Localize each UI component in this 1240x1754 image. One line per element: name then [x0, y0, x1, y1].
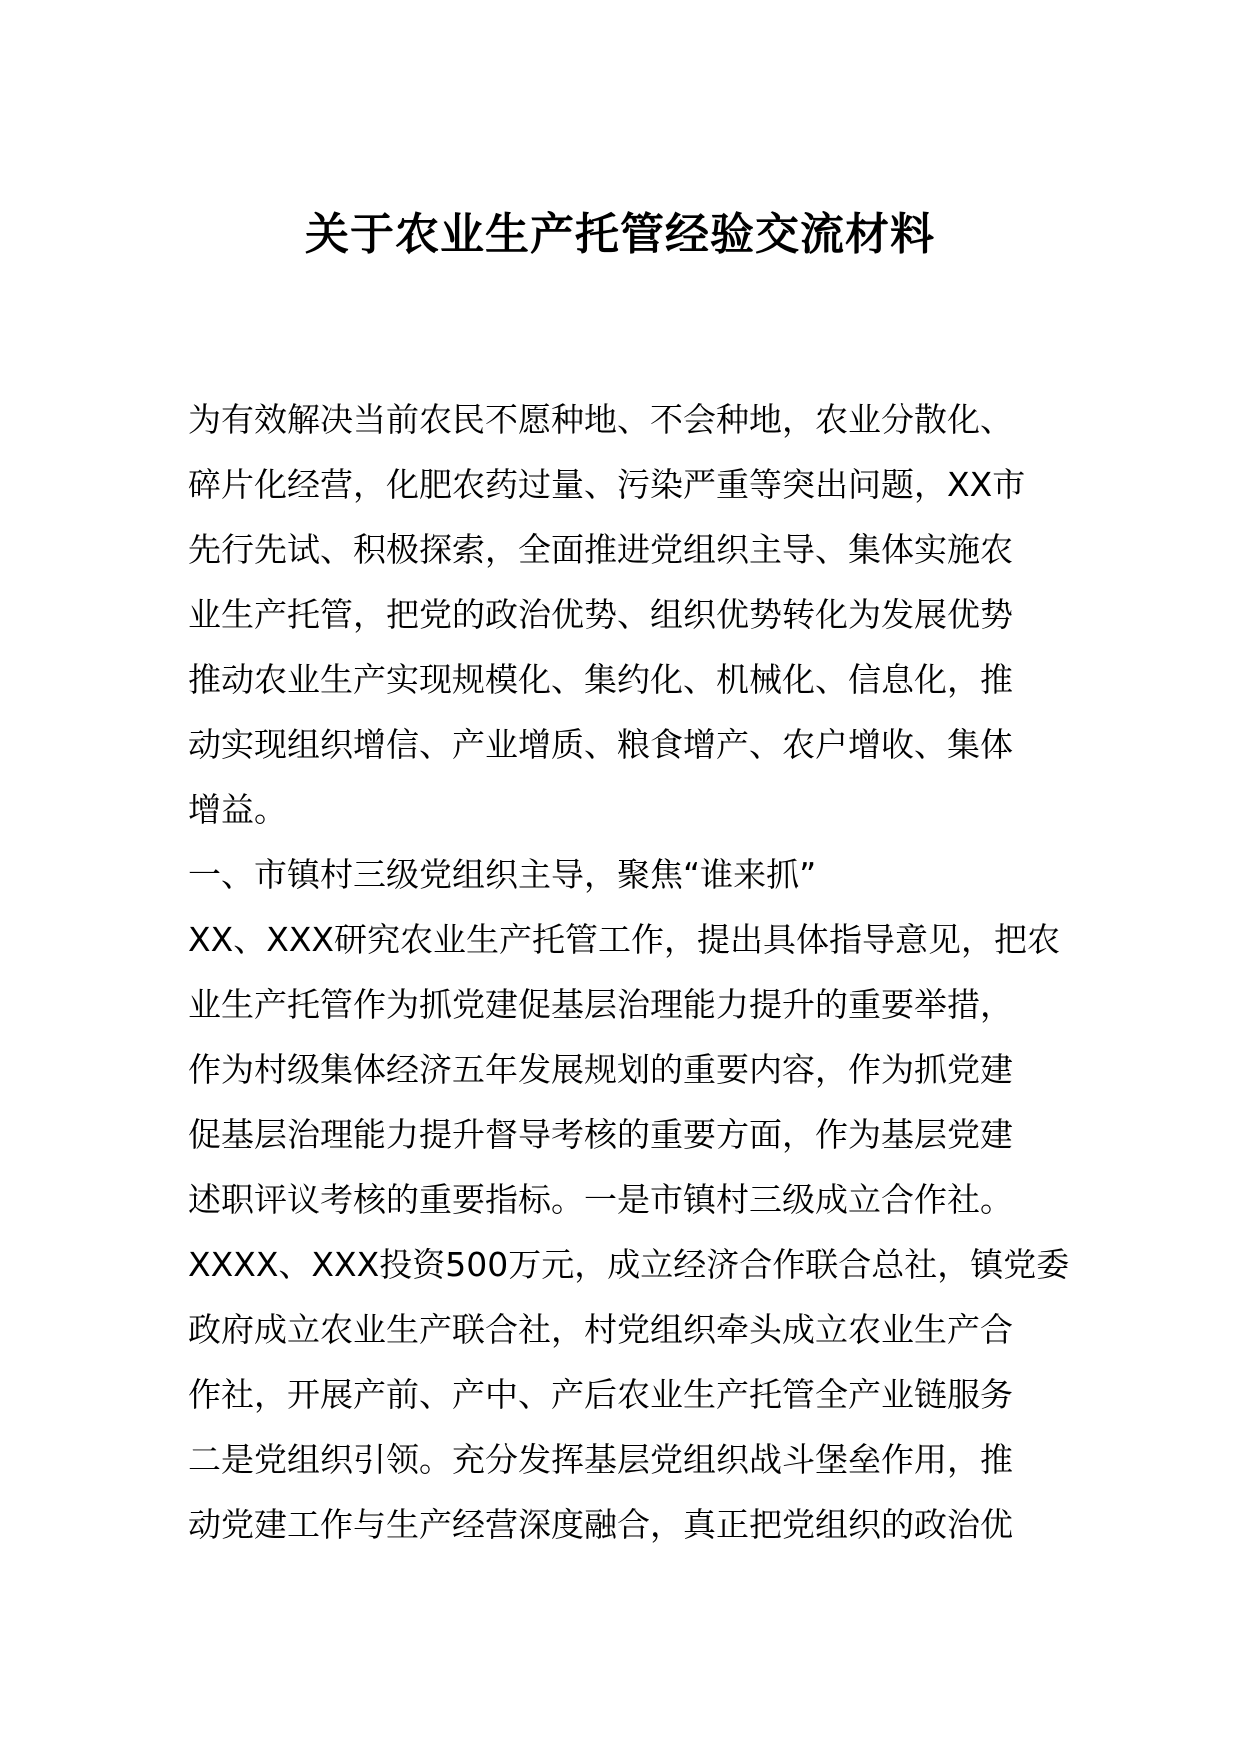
- body-line: 推动农业生产实现规模化、集约化、机械化、信息化，推: [188, 660, 1013, 699]
- body-line: 增益。: [188, 790, 287, 829]
- body-line: XX、XXX研究农业生产托管工作，提出具体指导意见，把农: [188, 920, 1061, 959]
- body-line: 为有效解决当前农民不愿种地、不会种地，农业分散化、: [188, 400, 1013, 439]
- body-line: 动实现组织增信、产业增质、粮食增产、农户增收、集体: [188, 725, 1013, 764]
- body-line: 作社，开展产前、产中、产后农业生产托管全产业链服务: [188, 1375, 1013, 1414]
- body-line: 政府成立农业生产联合社，村党组织牵头成立农业生产合: [188, 1310, 1013, 1349]
- body-line: 业生产托管，把党的政治优势、组织优势转化为发展优势: [188, 595, 1013, 634]
- body-line: 动党建工作与生产经营深度融合，真正把党组织的政治优: [188, 1505, 1013, 1544]
- body-line: 作为村级集体经济五年发展规划的重要内容，作为抓党建: [188, 1050, 1013, 1089]
- body-line: 二是党组织引领。充分发挥基层党组织战斗堡垒作用，推: [188, 1440, 1013, 1479]
- document-body: [188, 387, 1088, 1557]
- body-line: 业生产托管作为抓党建促基层治理能力提升的重要举措，: [188, 985, 1013, 1024]
- body-line: 述职评议考核的重要指标。一是市镇村三级成立合作社。: [188, 1180, 1013, 1219]
- document-title: 关于农业生产托管经验交流材料: [305, 209, 935, 260]
- body-line: 先行先试、积极探索，全面推进党组织主导、集体实施农: [188, 530, 1013, 569]
- body-line: 促基层治理能力提升督导考核的重要方面，作为基层党建: [188, 1115, 1013, 1154]
- body-line: 碎片化经营，化肥农药过量、污染严重等突出问题，XX市: [188, 465, 1026, 504]
- body-line: XXXX、XXX投资500万元，成立经济合作联合总社，镇党委: [188, 1245, 1070, 1284]
- section-heading: 一、市镇村三级党组织主导，聚焦“谁来抓”: [188, 855, 817, 894]
